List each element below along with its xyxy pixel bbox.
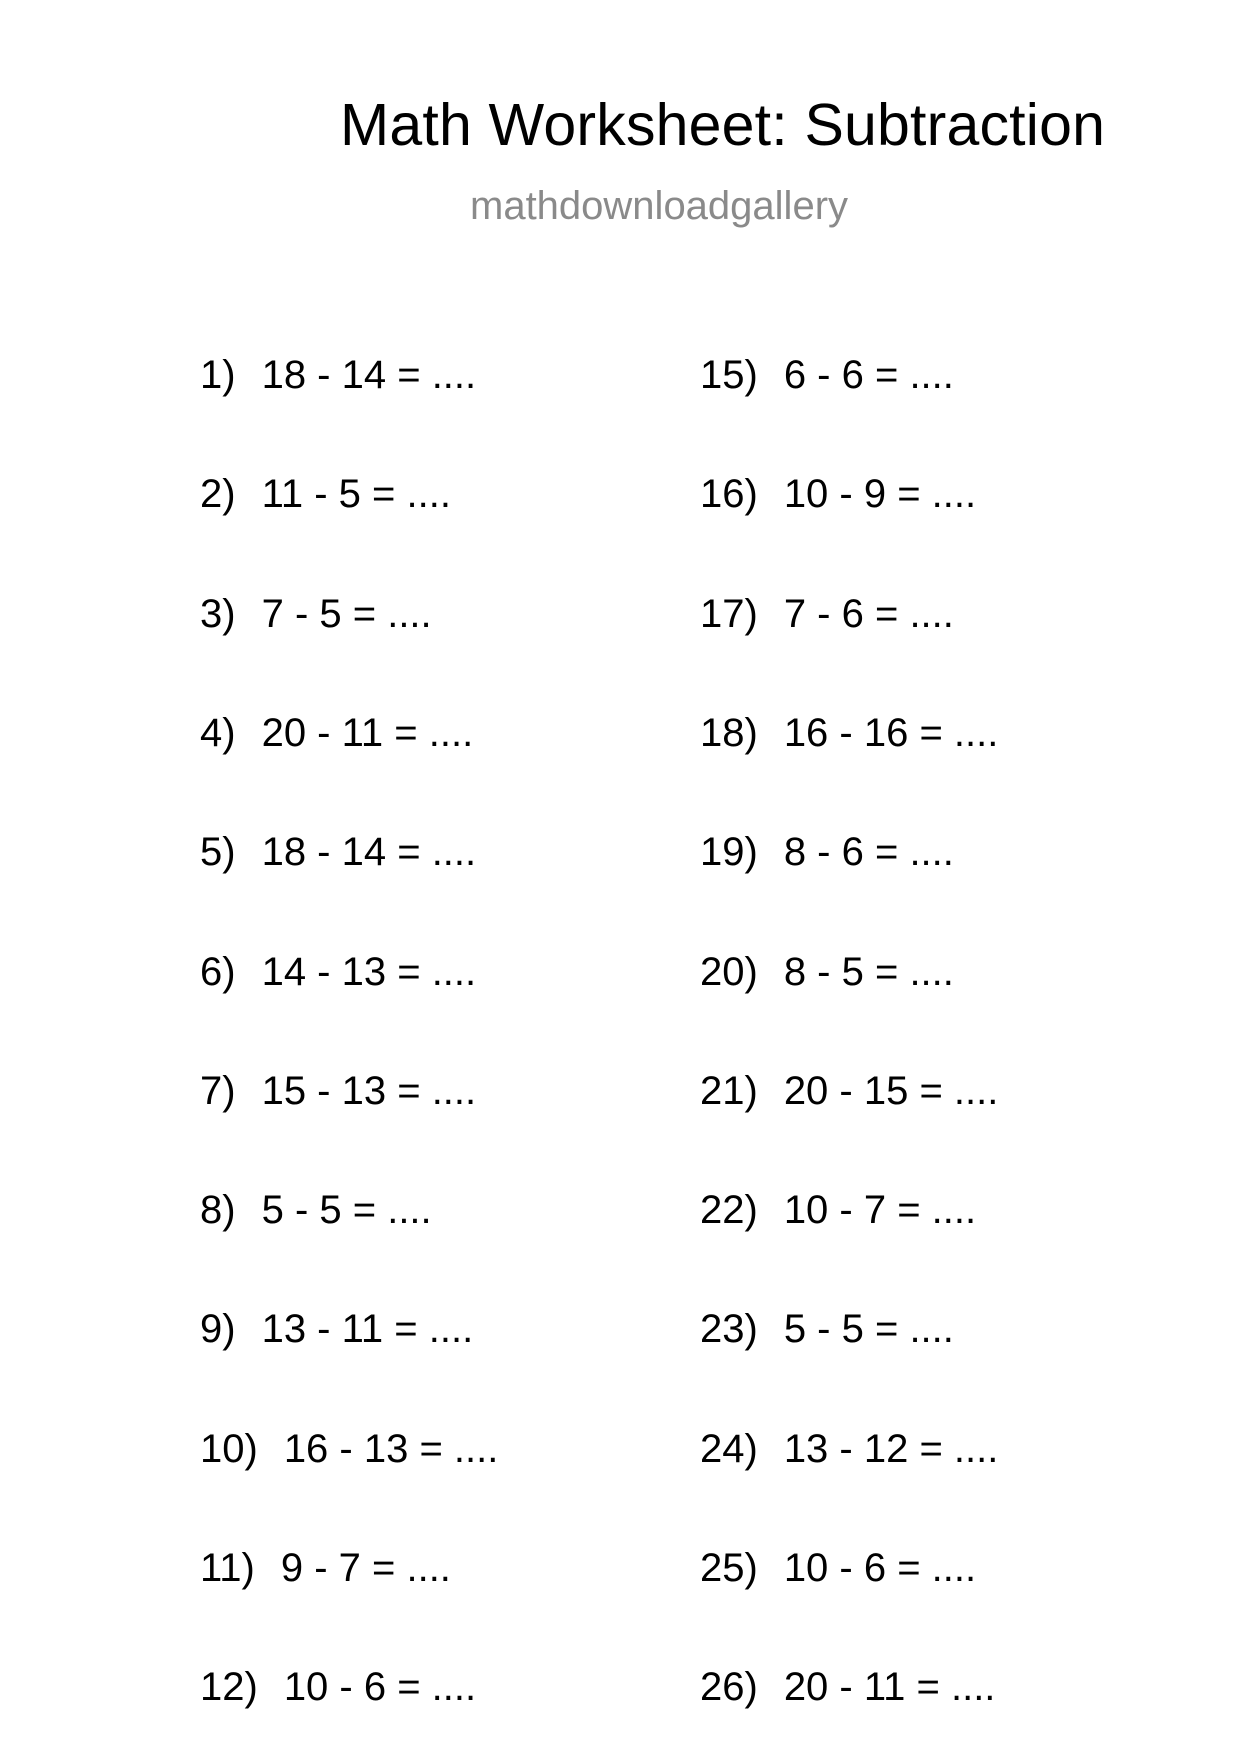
problem-expression: 20 - 15 = .... [783, 1069, 999, 1113]
problem-expression: 8 - 6 = .... [783, 830, 954, 874]
problem-number: 5) [200, 830, 236, 874]
problem-expression: 18 - 14 = .... [261, 830, 477, 874]
problem-item [200, 1071, 476, 1111]
problem-number: 25) [700, 1546, 758, 1590]
problem-expression: 7 - 5 = .... [261, 592, 432, 636]
problem-expression: 6 - 6 = .... [783, 353, 954, 397]
problem-number: 24) [700, 1427, 758, 1471]
problem-item [700, 952, 954, 992]
problem-number: 17) [700, 592, 758, 636]
problem-expression: 10 - 9 = .... [783, 472, 977, 516]
problem-expression: 14 - 13 = .... [261, 950, 477, 994]
problem-item [200, 832, 476, 872]
problem-item [700, 474, 976, 514]
problem-item [700, 1429, 998, 1469]
problem-number: 26) [700, 1665, 758, 1709]
problem-number: 23) [700, 1307, 758, 1351]
problem-item [700, 1071, 998, 1111]
problem-expression: 20 - 11 = .... [261, 711, 474, 755]
problem-item [200, 713, 473, 753]
problem-number: 19) [700, 830, 758, 874]
problem-number: 22) [700, 1188, 758, 1232]
page-title: Math Worksheet: Subtraction [340, 92, 1106, 158]
problem-number: 20) [700, 950, 758, 994]
problem-item [200, 355, 476, 395]
problem-item [200, 594, 432, 634]
problem-expression: 16 - 16 = .... [783, 711, 999, 755]
problem-item [700, 355, 954, 395]
problem-number: 1) [200, 353, 236, 397]
problem-item [200, 474, 451, 514]
problem-number: 18) [700, 711, 758, 755]
problem-expression: 5 - 5 = .... [783, 1307, 954, 1351]
problem-item [700, 594, 954, 634]
problem-number: 6) [200, 950, 236, 994]
problem-number: 16) [700, 472, 758, 516]
problem-expression: 13 - 12 = .... [783, 1427, 999, 1471]
problem-number: 10) [200, 1427, 258, 1471]
problem-number: 11) [200, 1546, 255, 1590]
problem-expression: 5 - 5 = .... [261, 1188, 432, 1232]
problem-item [200, 1667, 476, 1707]
problem-expression: 18 - 14 = .... [261, 353, 477, 397]
problem-expression: 13 - 11 = .... [261, 1307, 474, 1351]
problem-number: 7) [200, 1069, 236, 1113]
problem-expression: 16 - 13 = .... [283, 1427, 499, 1471]
problem-expression: 15 - 13 = .... [261, 1069, 477, 1113]
problem-number: 21) [700, 1069, 758, 1113]
problem-item [700, 1190, 976, 1230]
problem-expression: 9 - 7 = .... [280, 1546, 451, 1590]
problem-number: 3) [200, 592, 236, 636]
problem-expression: 7 - 6 = .... [783, 592, 954, 636]
problem-number: 15) [700, 353, 758, 397]
problem-number: 12) [200, 1665, 258, 1709]
problem-item [200, 1309, 473, 1349]
problem-item [700, 1548, 976, 1588]
problem-number: 8) [200, 1188, 236, 1232]
problem-expression: 11 - 5 = .... [261, 472, 451, 516]
problem-item [700, 713, 998, 753]
problem-item [200, 952, 476, 992]
problem-number: 9) [200, 1307, 236, 1351]
problem-expression: 10 - 6 = .... [783, 1546, 977, 1590]
page-subtitle: mathdownloadgallery [470, 184, 849, 228]
problem-number: 2) [200, 472, 236, 516]
problem-expression: 10 - 7 = .... [783, 1188, 977, 1232]
problem-number: 4) [200, 711, 236, 755]
problem-item [200, 1190, 432, 1230]
problem-expression: 10 - 6 = .... [283, 1665, 477, 1709]
problem-item [200, 1548, 451, 1588]
problem-expression: 8 - 5 = .... [783, 950, 954, 994]
problem-item [200, 1429, 498, 1469]
problem-expression: 20 - 11 = .... [783, 1665, 996, 1709]
problem-item [700, 1309, 954, 1349]
problem-item [700, 1667, 995, 1707]
problem-item [700, 832, 954, 872]
